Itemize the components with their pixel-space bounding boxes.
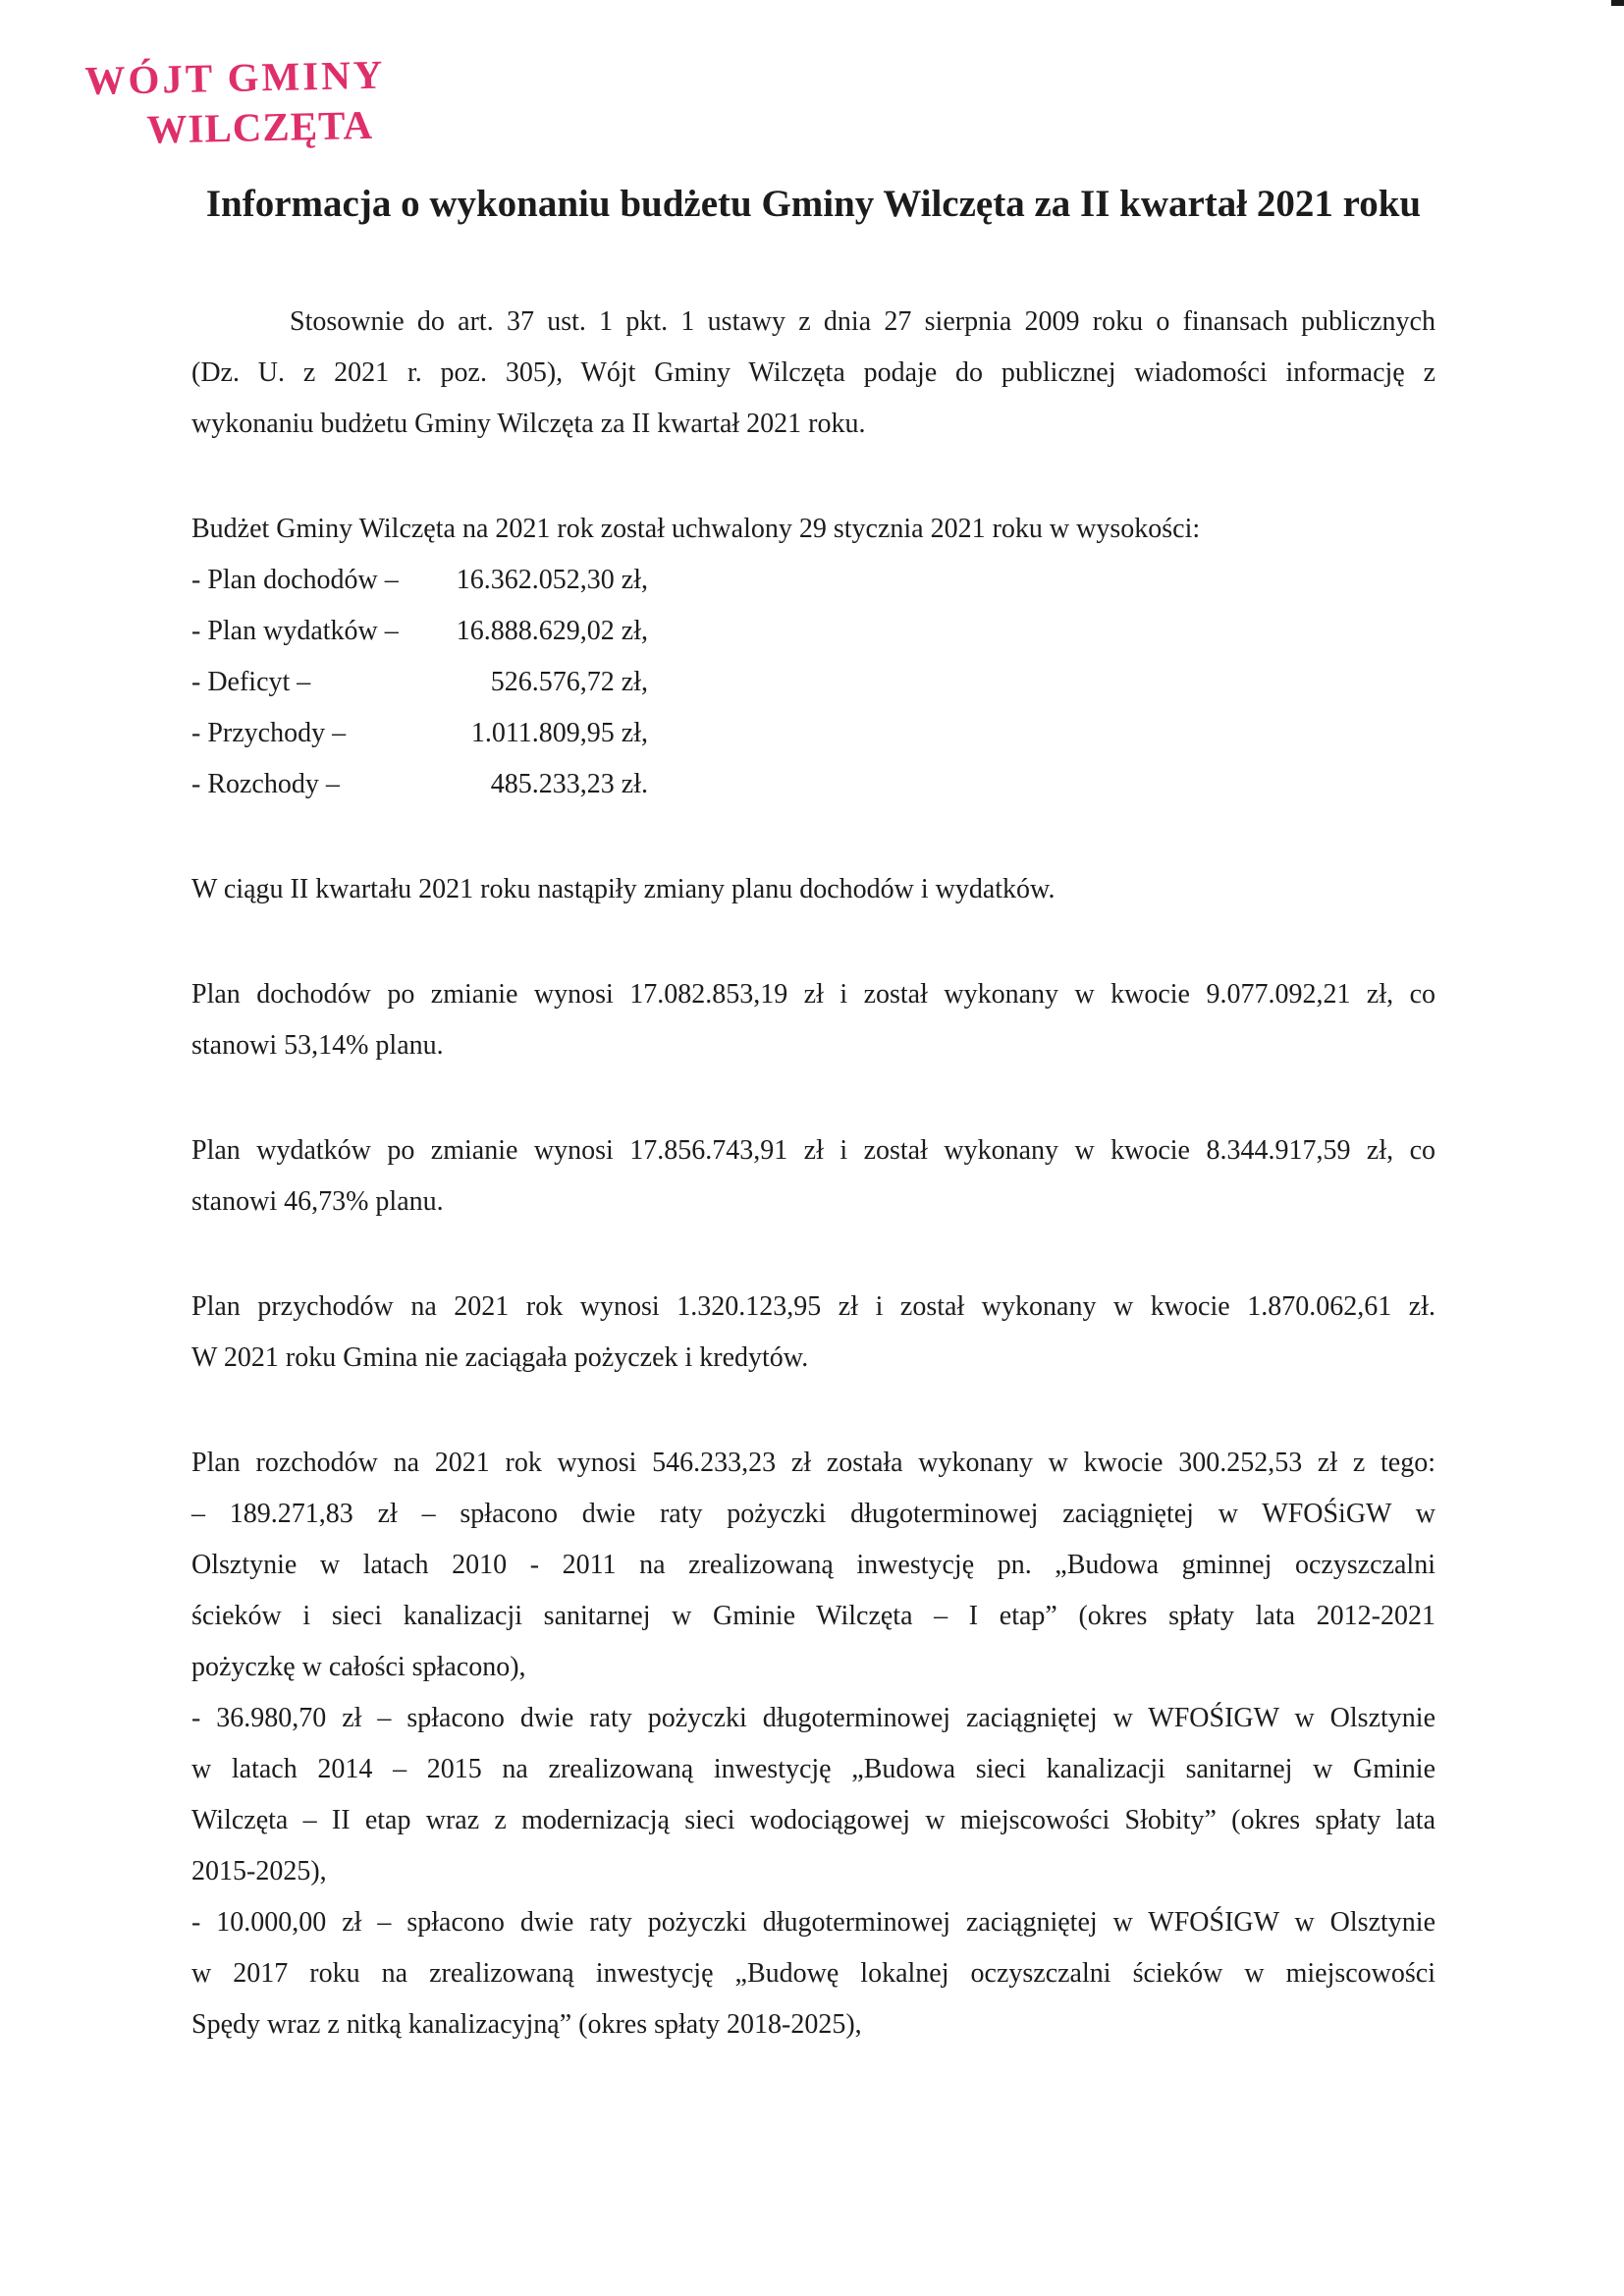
budget-amount: 526.576,72 zł, [490, 667, 648, 697]
mayor-office-stamp [83, 51, 387, 152]
budget-label: - Plan wydatków – [191, 616, 399, 646]
budget-amount: 1.011.809,95 zł, [470, 718, 648, 748]
income-paragraph [191, 969, 1435, 1071]
income-line-2: stanowi 53,14% planu. [191, 1030, 444, 1061]
intro-line-3: wykonaniu budżetu Gminy Wilczęta za II kwartał 2021 roku. [191, 409, 866, 439]
outflows-line-8: Wilczęta – II etap wraz z modernizacją sieci wodociągowej w miejscowości Słobity” (okres spłaty lata [191, 1805, 1435, 1835]
changes-paragraph [191, 864, 1435, 915]
budget-label: - Deficyt – [191, 667, 311, 697]
budget-label: - Przychody – [191, 718, 347, 748]
stamp-line-1: WÓJT GMINY [83, 51, 386, 103]
revenue-line-2: W 2021 roku Gmina nie zaciągała pożyczek i kredytów. [191, 1342, 809, 1373]
budget-row-rozchody [191, 759, 1435, 810]
outflows-line-11: w 2017 roku na zrealizowaną inwestycję „Budowę lokalnej oczyszczalni ścieków w miejscowości [191, 1958, 1435, 1989]
expense-line-1: Plan wydatków po zmianie wynosi 17.856.743,91 zł i został wykonany w kwocie 8.344.917,59 zł, co [191, 1135, 1435, 1166]
budget-row-wydatki [191, 606, 1435, 657]
budget-label: - Rozchody – [191, 769, 340, 799]
document-title: Informacja o wykonaniu budżetu Gminy Wilczęta za II kwartał 2021 roku [205, 183, 1422, 225]
intro-line-2: (Dz. U. z 2021 r. poz. 305), Wójt Gminy Wilczęta podaje do publicznej wiadomości informację z [191, 357, 1435, 388]
outflows-line-1: Plan rozchodów na 2021 rok wynosi 546.233,23 zł została wykonany w kwocie 300.252,53 zł z tego: [191, 1448, 1435, 1478]
outflows-paragraph [191, 1438, 1435, 2050]
budget-amount: 16.888.629,02 zł, [456, 616, 648, 646]
changes-line: W ciągu II kwartału 2021 roku nastąpiły zmiany planu dochodów i wydatków. [191, 874, 1056, 904]
revenue-paragraph [191, 1282, 1435, 1384]
outflows-line-4: ścieków i sieci kanalizacji sanitarnej w Gminie Wilczęta – I etap” (okres spłaty lata 2012-2021 [191, 1601, 1435, 1631]
budget-amount: 485.233,23 zł. [490, 769, 648, 799]
outflows-line-9: 2015-2025), [191, 1856, 327, 1886]
budget-row-deficyt [191, 657, 1435, 708]
expense-line-2: stanowi 46,73% planu. [191, 1186, 444, 1217]
outflows-line-5: pożyczkę w całości spłacono), [191, 1652, 526, 1682]
budget-row-przychody [191, 708, 1435, 759]
outflows-line-6: - 36.980,70 zł – spłacono dwie raty pożyczki długoterminowej zaciągniętej w WFOŚIGW w Olsztynie [191, 1703, 1435, 1733]
outflows-line-7: w latach 2014 – 2015 na zrealizowaną inwestycję „Budowa sieci kanalizacji sanitarnej w Gminie [191, 1754, 1435, 1784]
outflows-line-10: - 10.000,00 zł – spłacono dwie raty pożyczki długoterminowej zaciągniętej w WFOŚIGW w Olsztynie [191, 1907, 1435, 1938]
outflows-line-2: – 189.271,83 zł – spłacono dwie raty pożyczki długoterminowej zaciągniętej w WFOŚiGW w [191, 1499, 1435, 1529]
revenue-line-1: Plan przychodów na 2021 rok wynosi 1.320.123,95 zł i został wykonany w kwocie 1.870.062,61 zł. [191, 1291, 1435, 1322]
income-line-1: Plan dochodów po zmianie wynosi 17.082.853,19 zł i został wykonany w kwocie 9.077.092,21 zł, co [191, 979, 1435, 1010]
outflows-line-3: Olsztynie w latach 2010 - 2011 na zrealizowaną inwestycję pn. „Budowa gminnej oczyszczalni [191, 1550, 1435, 1580]
stamp-line-2: WILCZĘTA [145, 101, 374, 152]
budget-amount: 16.362.052,30 zł, [456, 565, 648, 595]
budget-label: - Plan dochodów – [191, 565, 399, 595]
expense-paragraph [191, 1125, 1435, 1228]
budget-paragraph [191, 504, 1435, 810]
intro-paragraph [191, 297, 1435, 450]
document-body [191, 183, 1435, 2050]
budget-row-dochody [191, 555, 1435, 606]
outflows-line-12: Spędy wraz z nitką kanalizacyjną” (okres spłaty 2018-2025), [191, 2009, 862, 2040]
budget-heading: Budżet Gminy Wilczęta na 2021 rok został uchwalony 29 stycznia 2021 roku w wysokości: [191, 514, 1201, 544]
intro-line-1: Stosownie do art. 37 ust. 1 pkt. 1 ustawy z dnia 27 sierpnia 2009 roku o finansach publicznych [290, 306, 1435, 337]
scan-artifact-corner-mark [1611, 0, 1624, 6]
